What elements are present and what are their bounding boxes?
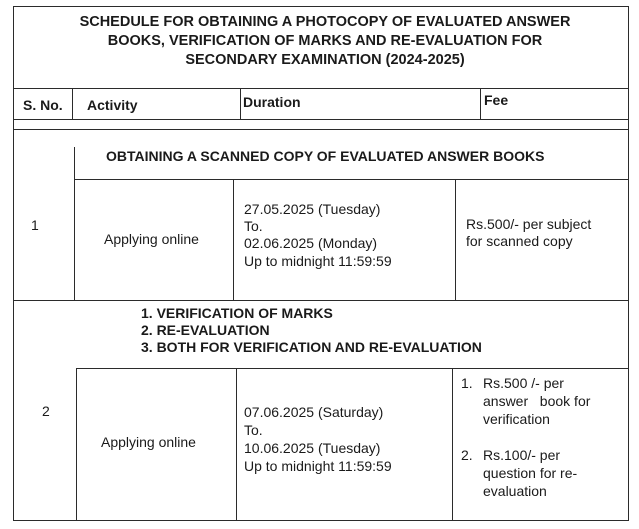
section2-fee-item1-line2: answer book for [483, 393, 591, 409]
section1-duration-from: 27.05.2025 (Tuesday) [244, 201, 381, 217]
title-line-1: SCHEDULE FOR OBTAINING A PHOTOCOPY OF EVALUATED ANSWER [79, 14, 571, 30]
section2-fee-item2-line3: evaluation [483, 483, 547, 499]
header-divider-duration [480, 88, 481, 119]
section1-sno-divider [74, 147, 75, 300]
section2-fee-item1-line3: verification [483, 411, 550, 427]
section2-fee-item2-line2: question for re- [483, 465, 578, 481]
table-border-left [13, 6, 14, 521]
section1-fee-line-1: Rs.500/- per subject [466, 216, 592, 232]
header-duration: Duration [243, 94, 301, 110]
section2-activity: Applying online [101, 434, 196, 450]
section1-divider-duration [455, 179, 456, 300]
header-divider-sno [72, 88, 73, 119]
section1-divider-activity [233, 179, 234, 300]
table-border-top [13, 6, 629, 7]
section1-bottom [13, 300, 629, 301]
section1-sno: 1 [31, 217, 39, 233]
section2-heading-item: 3. BOTH FOR VERIFICATION AND RE-EVALUATION [141, 339, 482, 355]
header-divider-activity [240, 88, 241, 119]
section1-duration-to-word: To. [244, 218, 263, 234]
document-title [30, 13, 620, 70]
section1-activity: Applying online [104, 231, 199, 247]
section2-duration-deadline: Up to midnight 11:59:59 [244, 458, 392, 474]
section1-fee-line-2: for scanned copy [466, 233, 573, 249]
table-border-right [628, 6, 629, 521]
section2-divider-activity [236, 368, 237, 520]
header-fee: Fee [484, 92, 509, 108]
section2-fee-item2-number: 2. [461, 447, 473, 463]
section2-duration-to: 10.06.2025 (Tuesday) [244, 440, 381, 456]
section1-duration-to: 02.06.2025 (Monday) [244, 235, 378, 251]
title-line-2: BOOKS, VERIFICATION OF MARKS AND RE-EVALUATION FOR [107, 33, 543, 49]
section2-heading-item: 1. VERIFICATION OF MARKS [141, 305, 333, 321]
section2-heading-bottom [76, 368, 629, 369]
section2-heading-list [141, 305, 482, 356]
header-row-top [13, 88, 629, 89]
section2-duration-from: 07.06.2025 (Saturday) [244, 404, 384, 420]
section2-duration-to-word: To. [244, 422, 263, 438]
section2-sno-divider [76, 368, 77, 520]
table-border-bottom [13, 520, 629, 521]
title-line-3: SECONDARY EXAMINATION (2024-2025) [185, 52, 465, 68]
header-activity: Activity [87, 97, 138, 113]
section1-duration-deadline: Up to midnight 11:59:59 [244, 253, 392, 269]
section1-heading: OBTAINING A SCANNED COPY OF EVALUATED ANSWER BOOKS [106, 148, 545, 164]
spacer-row-bottom [13, 129, 629, 130]
section1-heading-bottom [74, 179, 629, 180]
section2-heading-item: 2. RE-EVALUATION [141, 322, 270, 338]
section2-divider-duration [452, 368, 453, 520]
header-sno: S. No. [23, 97, 63, 113]
header-row-bottom [13, 119, 629, 120]
section2-fee-item1-number: 1. [461, 375, 473, 391]
section2-sno: 2 [42, 403, 50, 419]
section2-fee-item1-line1: Rs.500 /- per [483, 375, 564, 391]
section2-fee-item2-line1: Rs.100/- per [483, 447, 561, 463]
